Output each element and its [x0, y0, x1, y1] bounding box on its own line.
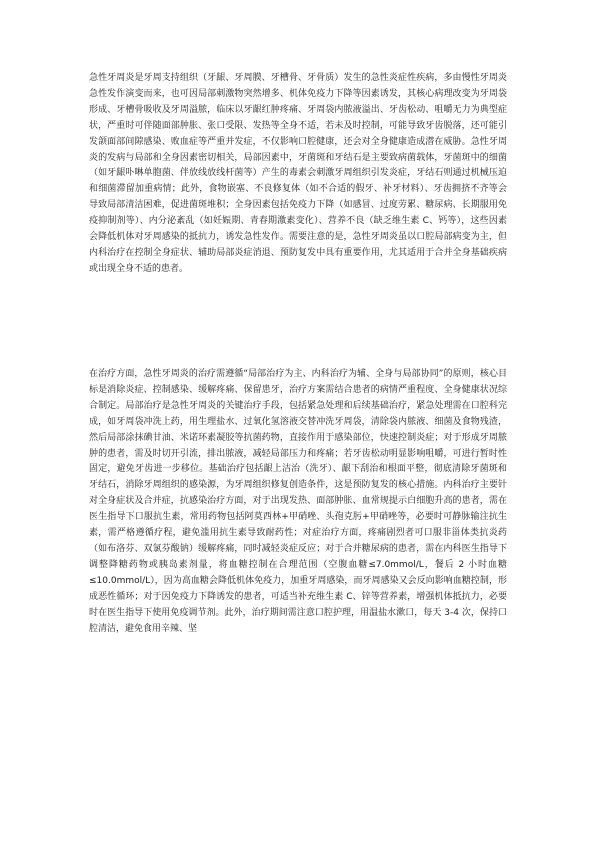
paragraph-acute-periodontitis-overview: 急性牙周炎是牙周支持组织（牙龈、牙周膜、牙槽骨、牙骨质）发生的急性炎症性疾病，多由慢性牙周炎急性发作演变而来，也可因局部刺激物突然增多、机体免疫力下降等因素诱发，其核心病理改变为牙周袋形成、牙槽骨吸收及牙周溢脓，临床以牙龈红肿疼痛、牙周袋内脓液溢出、牙齿松动、咀嚼无力为典型症状，严重时可伴随面部肿胀、张口受限、发热等全身不适，若未及时控制，可能导致牙齿脱落，还可能引发颌面部间隙感染、败血症等严重并发症，不仅影响口腔健康，还会对全身健康造成潜在威胁。急性牙周炎的发病与局部和全身因素密切相关，局部因素中，牙菌斑和牙结石是主要致病菌载体，牙菌斑中的细菌（如牙龈卟啉单胞菌、伴放线放线杆菌等）产生的毒素会刺激牙周组织引发炎症，牙结石则通过机械压迫和细菌滞留加重病情；此外，食物嵌塞、不良修复体（如不合适的假牙、补牙材料）、牙齿拥挤不齐等会导致局部清洁困难，促进菌斑堆积；全身因素包括免疫力下降（如感冒、过度劳累、糖尿病、长期服用免疫抑制剂等）、内分泌紊乱（如妊娠期、青春期激素变化）、营养不良（缺乏维生素 C、钙等），这些因素会降低机体对牙周感染的抵抗力，诱发急性发作。需要注意的是，急性牙周炎虽以口腔局部病变为主，但内科治疗在控制全身症状、辅助局部炎症消退、预防复发中具有重要作用，尤其适用于合并全身基础疾病或出现全身不适的患者。: [89, 73, 507, 274]
paragraph-treatment: 在治疗方面，急性牙周炎的治疗需遵循“局部治疗为主、内科治疗为辅、全身与局部协同”的原则，核心目标是消除炎症、控制感染、缓解疼痛、保留患牙，治疗方案需结合患者的病情严重程度、全身健康状况综合制定。局部治疗是急性牙周炎的关键治疗手段，包括紧急处理和后续基础治疗，紧急处理需在口腔科完成，如牙周袋冲洗上药，用生理盐水、过氧化氢溶液交替冲洗牙周袋，清除袋内脓液、细菌及食物残渣，然后局部涂抹碘甘油、米诺环素凝胶等抗菌药物，直接作用于感染部位，快速控制炎症；对于形成牙周脓肿的患者，需及时切开引流，排出脓液，减轻局部压力和疼痛；若牙齿松动明显影响咀嚼，可进行暂时性固定，避免牙齿进一步移位。基础治疗包括龈上洁治（洗牙）、龈下刮治和根面平整，彻底清除牙菌斑和牙结石，消除牙周组织的感染源，为牙周组织修复创造条件，这是预防复发的核心措施。内科治疗主要针对全身症状及合并症，抗感染治疗方面，对于出现发热、面部肿胀、血常规提示白细胞升高的患者，需在医生指导下口服抗生素，常用药物包括阿莫西林+甲硝唑、头孢克肟+甲硝唑等，必要时可静脉输注抗生素，需严格遵循疗程，避免滥用抗生素导致耐药性；对症治疗方面，疼痛剧烈者可口服非甾体类抗炎药（如布洛芬、双氯芬酸钠）缓解疼痛，同时减轻炎症反应；对于合并糖尿病的患者，需在内科医生指导下调整降糖药物或胰岛素剂量，将血糖控制在合理范围（空腹血糖≤7.0mmol/L，餐后 2 小时血糖≤10.0mmol/L），因为高血糖会降低机体免疫力，加重牙周感染，而牙周感染又会反向影响血糖控制，形成恶性循环；对于因免疫力下降诱发的患者，可适当补充维生素 C、锌等营养素，增强机体抵抗力，必要时在医生指导下使用免疫调节剂。此外，治疗期间需注意口腔护理，用温盐水漱口，每天 3-4 次，保持口腔清洁，避免食用辛辣、坚: [89, 369, 507, 634]
